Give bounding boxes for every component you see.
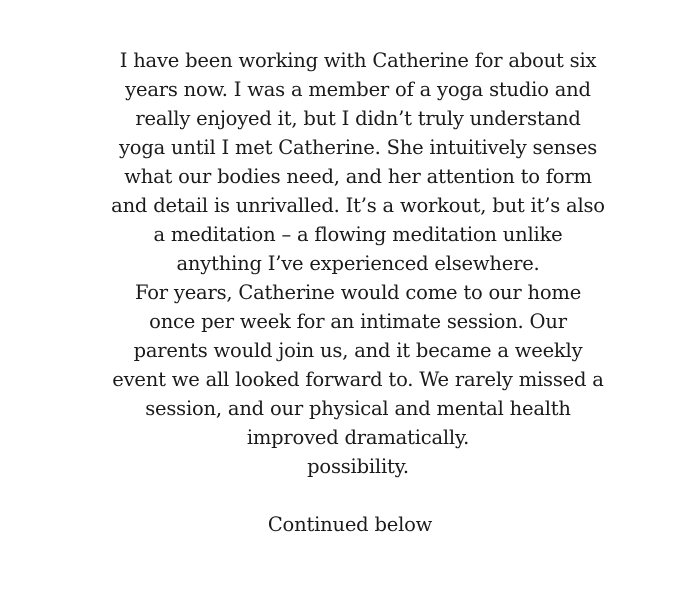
testimonial-paragraph-2: For years, Catherine would come to our home once per week for an intimate session. Our parents would join us, and it became a weekly event we all looked forward to. We rarely missed a session, and our physical and mental health improved dramatically. (112, 281, 604, 449)
continued-below-label: Continued below (267, 513, 433, 536)
testimonial-paragraph-3: possibility. (307, 455, 409, 478)
testimonial-text (110, 46, 606, 481)
testimonial-paragraph-1: I have been working with Catherine for about six years now. I was a member of a yoga studio and really enjoyed it, but I didn’t truly understand yoga until I met Catherine. She intuitively senses what our bodies need, and her attention to form and detail is unrivalled. It’s a workout, but it’s also a meditation – a flowing meditation unlike anything I’ve experienced elsewhere. (111, 49, 605, 275)
